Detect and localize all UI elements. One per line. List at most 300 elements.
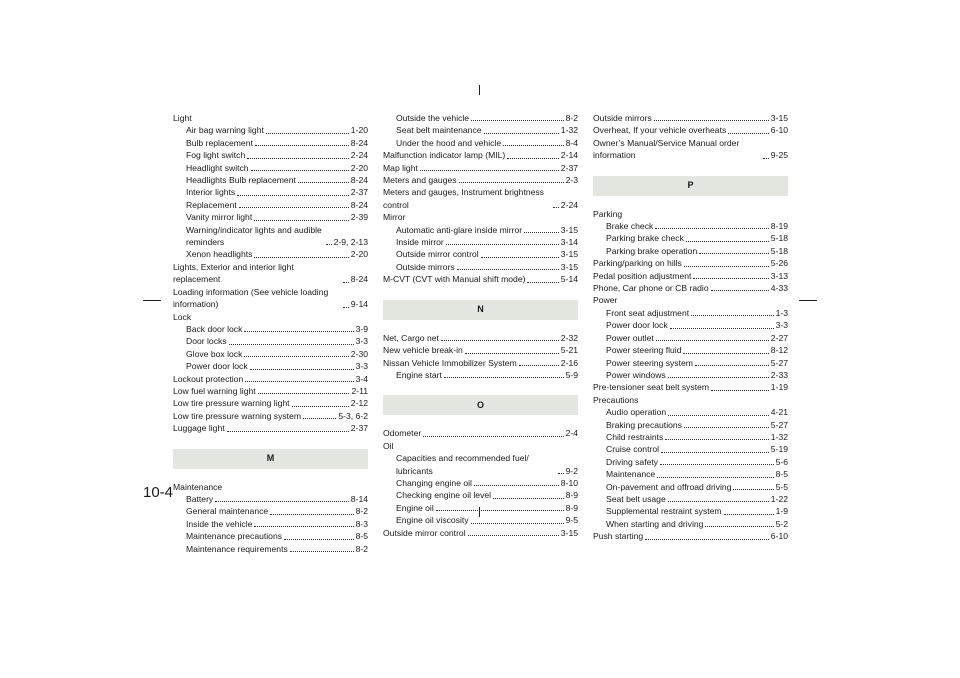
index-entry <box>173 373 368 385</box>
entry-label: Back door lock <box>186 323 243 334</box>
dot-leader <box>251 170 349 171</box>
dot-leader <box>244 356 348 357</box>
dot-leader <box>298 182 349 183</box>
entry-label: Outside mirror control <box>396 249 479 260</box>
page-ref: 2-37 <box>350 423 368 434</box>
entry-label: Inside the vehicle <box>186 518 253 529</box>
page-ref: 5-18 <box>770 233 788 244</box>
index-entry <box>593 282 788 294</box>
index-entry <box>593 381 788 393</box>
entry-label: Power steering system <box>606 357 693 368</box>
entry-label: Power windows <box>606 369 666 380</box>
dot-leader <box>343 307 349 308</box>
entry-label: Cruise control <box>606 444 660 455</box>
crop-mark-right <box>799 300 817 301</box>
index-subentry <box>593 493 788 505</box>
dot-leader <box>468 535 559 536</box>
page-ref: 2-33 <box>770 369 788 380</box>
section-letter-banner: P <box>593 176 788 196</box>
entry-label: Push starting <box>593 531 644 542</box>
dot-leader <box>654 120 769 121</box>
dot-leader <box>270 514 353 515</box>
index-subentry <box>173 505 368 517</box>
index-subentry <box>173 518 368 530</box>
page-ref: 1-32 <box>770 431 788 442</box>
entry-label: Engine oil viscosity <box>396 515 469 526</box>
index-subentry <box>173 224 368 249</box>
index-entry <box>173 286 368 311</box>
entry-label: Audio operation <box>606 407 667 418</box>
entry-label: Power door lock <box>186 361 248 372</box>
page-ref: 5-6 <box>775 456 788 467</box>
page-ref: 3-9 <box>355 323 368 334</box>
index-entry <box>593 270 788 282</box>
index-entry <box>383 186 578 211</box>
dot-leader <box>733 489 773 490</box>
dot-leader <box>239 207 349 208</box>
index-entry <box>593 124 788 136</box>
entry-label: Outside the vehicle <box>396 113 470 123</box>
entry-label: Child restraints <box>606 431 664 442</box>
index-subentry <box>383 224 578 236</box>
index-subentry <box>383 236 578 248</box>
index-heading: Oil <box>383 440 394 451</box>
entry-label: Parking brake check <box>606 233 684 244</box>
index-heading: Maintenance <box>173 481 223 492</box>
page-ref: 1-22 <box>770 493 788 504</box>
page-ref: 5-21 <box>560 345 578 356</box>
page-ref: 3-13 <box>770 270 788 281</box>
index-column-2 <box>383 112 578 539</box>
entry-label: When starting and driving <box>606 518 704 529</box>
dot-leader <box>420 170 559 171</box>
index-entry <box>383 174 578 186</box>
index-subentry <box>173 199 368 211</box>
page-ref: 3-3 <box>775 320 788 331</box>
dot-leader <box>465 353 559 354</box>
entry-label: Inside mirror <box>396 237 444 248</box>
dot-leader <box>258 393 350 394</box>
dot-leader <box>655 228 769 229</box>
dot-leader <box>670 328 774 329</box>
page-ref: 8-9 <box>565 502 578 513</box>
page-ref: 5-3, 6-2 <box>338 410 368 421</box>
entry-label: Braking precautions <box>606 419 682 430</box>
entry-label: Glove box lock <box>186 348 243 359</box>
entry-label: Low tire pressure warning system <box>173 410 301 421</box>
page-ref: 3-15 <box>560 224 578 235</box>
page-ref: 9-14 <box>350 299 368 310</box>
dot-leader <box>441 340 559 341</box>
page-ref: 2-27 <box>770 332 788 343</box>
entry-label: Interior lights <box>186 187 236 198</box>
dot-leader <box>290 551 354 552</box>
entry-label: Power door lock <box>606 320 668 331</box>
page-ref: 1-32 <box>560 125 578 136</box>
entry-label: New vehicle break-in <box>383 345 463 356</box>
entry-label: Driving safety <box>606 456 659 467</box>
dot-leader <box>686 241 769 242</box>
dot-leader <box>693 278 768 279</box>
dot-leader <box>471 523 564 524</box>
entry-label: Lights, Exterior and interior light replacement <box>173 261 294 285</box>
index-subentry <box>383 248 578 260</box>
entry-label: Parking/parking on hills <box>593 258 682 269</box>
entry-label: Lockout protection <box>173 373 244 384</box>
index-subentry <box>383 369 578 381</box>
entry-label: Maintenance <box>606 469 656 480</box>
index-subentry <box>173 530 368 542</box>
index-subentry <box>383 261 578 273</box>
entry-label: Power outlet <box>606 332 654 343</box>
page-ref: 8-2 <box>355 543 368 554</box>
dot-leader <box>668 377 769 378</box>
page-ref: 6-10 <box>770 531 788 542</box>
dot-leader <box>471 120 563 121</box>
dot-leader <box>684 266 769 267</box>
page-ref: 8-24 <box>350 175 368 186</box>
page-ref: 2-39 <box>350 212 368 223</box>
entry-label: Xenon headlights <box>186 249 253 260</box>
page-ref: 2-20 <box>350 249 368 260</box>
index-subentry <box>383 124 578 136</box>
dot-leader <box>484 133 559 134</box>
dot-leader <box>284 539 354 540</box>
page-ref: 2-16 <box>560 357 578 368</box>
page-ref: 2-37 <box>560 162 578 173</box>
dot-leader <box>724 514 774 515</box>
entry-label: Meters and gauges, Instrument brightness control <box>383 187 544 210</box>
entry-label: Battery <box>186 493 214 504</box>
page-ref: 9-25 <box>770 150 788 161</box>
index-subentry <box>593 505 788 517</box>
dot-leader <box>444 377 564 378</box>
page-ref: 3-3 <box>355 361 368 372</box>
dot-leader <box>215 501 349 502</box>
dot-leader <box>326 244 332 245</box>
index-subentry <box>383 502 578 514</box>
index-heading: Parking <box>593 208 623 219</box>
index-subentry <box>593 357 788 369</box>
entry-label: Malfunction indicator lamp (MIL) <box>383 150 506 161</box>
index-entry <box>173 261 368 286</box>
dot-leader <box>683 353 768 354</box>
entry-label: Owner’s Manual/Service Manual order information <box>593 137 740 161</box>
entry-label: Power steering fluid <box>606 345 682 356</box>
index-subentry <box>593 481 788 493</box>
section-letter-banner: M <box>173 449 368 469</box>
page-ref: 8-19 <box>770 221 788 232</box>
index-subentry <box>593 232 788 244</box>
index-subentry <box>593 245 788 257</box>
dot-leader <box>303 418 336 419</box>
entry-label: M-CVT (CVT with Manual shift mode) <box>383 274 526 285</box>
index-entry <box>383 527 578 539</box>
page-ref: 4-21 <box>770 407 788 418</box>
index-entry <box>383 273 578 285</box>
page-ref: 5-5 <box>775 481 788 492</box>
dot-leader <box>705 526 773 527</box>
index-entry <box>383 357 578 369</box>
dot-leader <box>254 257 348 258</box>
page-ref: 3-15 <box>770 113 788 123</box>
page-ref: 5-19 <box>770 444 788 455</box>
dot-leader <box>695 365 769 366</box>
dot-leader <box>668 501 769 502</box>
dot-leader <box>668 415 769 416</box>
index-entry <box>173 397 368 409</box>
entry-label: Loading information (See vehicle loading information) <box>173 286 329 310</box>
dot-leader <box>656 340 769 341</box>
page-ref: 3-3 <box>355 336 368 347</box>
dot-leader <box>266 133 349 134</box>
dot-leader <box>657 477 773 478</box>
index-subentry <box>173 211 368 223</box>
dot-leader <box>558 473 564 474</box>
index-subentry <box>383 452 578 477</box>
index-entry <box>593 530 788 542</box>
index-subentry <box>593 319 788 331</box>
dot-leader <box>474 485 559 486</box>
index-subentry <box>173 335 368 347</box>
index-subentry <box>593 406 788 418</box>
index-subentry <box>593 419 788 431</box>
dot-leader <box>423 436 563 437</box>
index-subentry <box>593 332 788 344</box>
page-ref: 5-2 <box>775 518 788 529</box>
index-entry <box>383 162 578 174</box>
dot-leader <box>763 158 769 159</box>
dot-leader <box>459 182 564 183</box>
page-ref: 8-14 <box>350 493 368 504</box>
page-ref: 8-10 <box>560 477 578 488</box>
entry-label: Meters and gauges <box>383 175 457 186</box>
page-ref: 2-20 <box>350 162 368 173</box>
index-heading: Mirror <box>383 212 406 223</box>
index-subentry <box>593 443 788 455</box>
dot-leader <box>227 431 349 432</box>
index-subentry <box>173 149 368 161</box>
page-ref: 5-18 <box>770 245 788 256</box>
entry-label: Changing engine oil <box>396 477 472 488</box>
section-letter-banner: N <box>383 300 578 320</box>
entry-label: Luggage light <box>173 423 225 434</box>
dot-leader <box>711 390 769 391</box>
entry-label: Overheat, If your vehicle overheats <box>593 125 727 136</box>
index-subentry <box>173 360 368 372</box>
index-subentry <box>173 493 368 505</box>
index-entry <box>383 344 578 356</box>
entry-label: Fog light switch <box>186 150 246 161</box>
entry-label: Parking brake operation <box>606 245 698 256</box>
entry-label: Seat belt maintenance <box>396 125 482 136</box>
entry-label: Outside mirrors <box>396 261 455 272</box>
page-ref: 8-2 <box>355 506 368 517</box>
page-ref: 3-4 <box>355 373 368 384</box>
page-ref: 5-27 <box>770 419 788 430</box>
page-ref: 5-27 <box>770 357 788 368</box>
page-ref: 5-26 <box>770 258 788 269</box>
dot-leader <box>684 427 769 428</box>
index-subentry <box>173 124 368 136</box>
dot-leader <box>493 498 564 499</box>
dot-leader <box>660 464 774 465</box>
page-ref: 8-2 <box>565 113 578 123</box>
entry-label: Low fuel warning light <box>173 385 256 396</box>
dot-leader <box>711 290 769 291</box>
dot-leader <box>436 510 564 511</box>
dot-leader <box>728 133 769 134</box>
page-ref: 4-33 <box>770 283 788 294</box>
page-ref: 1-20 <box>350 125 368 136</box>
page-ref: 9-5 <box>565 515 578 526</box>
entry-label: Nissan Vehicle Immobilizer System <box>383 357 517 368</box>
dot-leader <box>665 439 768 440</box>
page-ref: 2-30 <box>350 348 368 359</box>
page-ref: 2-24 <box>560 199 578 210</box>
index-entry <box>383 427 578 439</box>
page-ref: 2-9, 2-13 <box>333 237 368 248</box>
page-ref: 1-9 <box>775 506 788 517</box>
page-ref: 3-15 <box>560 527 578 538</box>
entry-label: Pre-tensioner seat belt system <box>593 382 710 393</box>
entry-label: Warning/indicator lights and audible reminders <box>186 224 322 248</box>
page-ref: 9-2 <box>565 465 578 476</box>
page-ref: 2-3 <box>565 175 578 186</box>
entry-label: Outside mirrors <box>593 113 652 123</box>
index-subentry <box>593 468 788 480</box>
index-subentry <box>593 220 788 232</box>
dot-leader <box>699 253 769 254</box>
entry-label: Net, Cargo net <box>383 332 439 343</box>
index-entry <box>383 332 578 344</box>
index-subentry <box>383 137 578 149</box>
entry-label: Seat belt usage <box>606 493 666 504</box>
entry-label: Map light <box>383 162 418 173</box>
entry-label: Automatic anti-glare inside mirror <box>396 224 523 235</box>
index-subentry <box>173 162 368 174</box>
page-ref: 8-5 <box>355 531 368 542</box>
page-ref: 2-4 <box>565 428 578 439</box>
dot-leader <box>481 257 559 258</box>
dot-leader <box>250 369 354 370</box>
index-subentry <box>173 323 368 335</box>
page-ref: 3-15 <box>560 261 578 272</box>
index-subentry <box>173 348 368 360</box>
page-ref: 2-37 <box>350 187 368 198</box>
entry-label: Supplemental restraint system <box>606 506 722 517</box>
index-entry <box>593 257 788 269</box>
dot-leader <box>519 365 559 366</box>
entry-label: Phone, Car phone or CB radio <box>593 283 709 294</box>
entry-label: Maintenance requirements <box>186 543 288 554</box>
index-subentry <box>173 186 368 198</box>
entry-label: Door locks <box>186 336 227 347</box>
page-ref: 8-9 <box>565 490 578 501</box>
entry-label: Headlight switch <box>186 162 249 173</box>
entry-label: Air bag warning light <box>186 125 264 136</box>
dot-leader <box>524 232 559 233</box>
dot-leader <box>237 195 349 196</box>
dot-leader <box>553 207 559 208</box>
index-subentry <box>173 543 368 555</box>
index-entry <box>173 422 368 434</box>
page-ref: 2-24 <box>350 150 368 161</box>
dot-leader <box>229 344 354 345</box>
entry-label: Odometer <box>383 428 422 439</box>
crop-mark-top <box>479 85 480 95</box>
dot-leader <box>507 158 559 159</box>
index-heading: Lock <box>173 311 192 322</box>
entry-label: General maintenance <box>186 506 269 517</box>
index-heading: Light <box>173 113 192 123</box>
index-subentry <box>593 518 788 530</box>
page-ref: 5-14 <box>560 274 578 285</box>
entry-label: Pedal position adjustment <box>593 270 692 281</box>
entry-label: Replacement <box>186 199 237 210</box>
index-entry <box>593 137 788 162</box>
index-entry <box>593 112 788 124</box>
index-subentry <box>593 307 788 319</box>
entry-label: Low tire pressure warning light <box>173 398 290 409</box>
crop-mark-left <box>143 300 161 301</box>
entry-label: Front seat adjustment <box>606 307 690 318</box>
dot-leader <box>245 381 353 382</box>
entry-label: Engine start <box>396 369 442 380</box>
index-heading: Power <box>593 295 618 306</box>
index-subentry <box>593 431 788 443</box>
entry-label: Maintenance precautions <box>186 531 283 542</box>
index-subentry <box>173 248 368 260</box>
index-subentry <box>383 477 578 489</box>
dot-leader <box>254 220 349 221</box>
page-ref: 1-3 <box>775 307 788 318</box>
index-subentry <box>383 112 578 124</box>
index-subentry <box>383 514 578 526</box>
entry-label: On-pavement and offroad driving <box>606 481 732 492</box>
entry-label: Headlights Bulb replacement <box>186 175 296 186</box>
index-column-1 <box>173 112 368 555</box>
dot-leader <box>691 315 773 316</box>
index-subentry <box>593 456 788 468</box>
page-ref: 2-11 <box>351 385 368 396</box>
entry-label: Bulb replacement <box>186 137 253 148</box>
dot-leader <box>244 331 353 332</box>
dot-leader <box>645 539 769 540</box>
entry-label: Brake check <box>606 221 654 232</box>
index-entry <box>173 385 368 397</box>
page-ref: 8-3 <box>355 518 368 529</box>
page-ref: 5-9 <box>565 369 578 380</box>
entry-label: Capacities and recommended fuel/ lubricants <box>396 453 529 476</box>
entry-label: Outside mirror control <box>383 527 466 538</box>
page-ref: 2-14 <box>560 150 578 161</box>
entry-label: Under the hood and vehicle <box>396 137 502 148</box>
page-ref: 3-15 <box>560 249 578 260</box>
page-ref: 2-32 <box>560 332 578 343</box>
page-ref: 6-10 <box>770 125 788 136</box>
entry-label: Vanity mirror light <box>186 212 253 223</box>
entry-label: Checking engine oil level <box>396 490 492 501</box>
dot-leader <box>527 282 558 283</box>
dot-leader <box>503 145 563 146</box>
index-subentry <box>593 344 788 356</box>
page-ref: 2-12 <box>350 398 368 409</box>
page-ref: 1-19 <box>770 382 788 393</box>
page-ref: 8-4 <box>565 137 578 148</box>
page-ref: 8-5 <box>775 469 788 480</box>
dot-leader <box>446 244 559 245</box>
